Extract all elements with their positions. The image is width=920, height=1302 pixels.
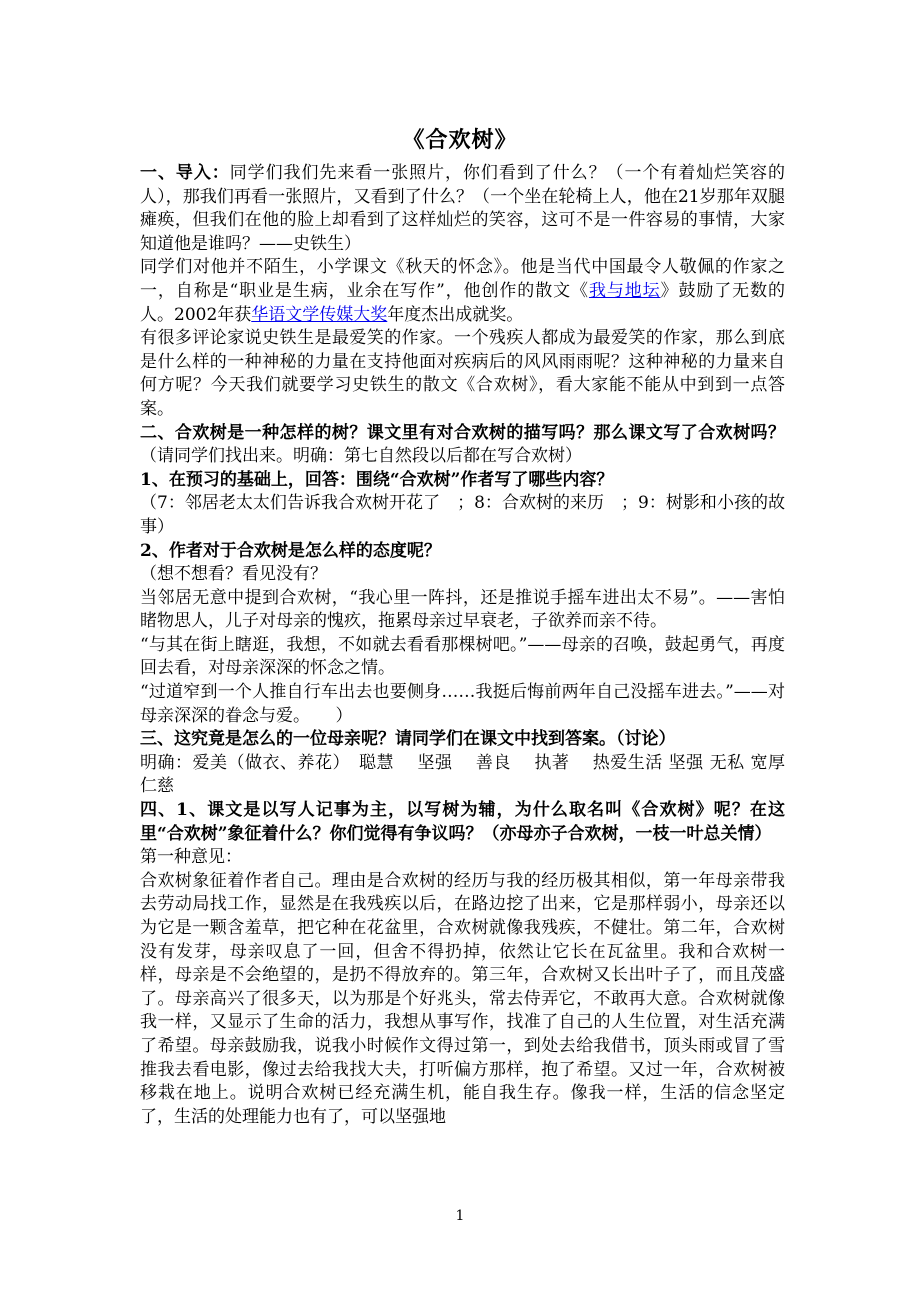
- section3-answer: 明确：爱美（做衣、养花） 聪慧 坚强 善良 执著 热爱生活 坚强 无私 宽厚 仁慈: [140, 752, 785, 797]
- link-huayu-award[interactable]: 华语文学传媒大奖: [251, 304, 388, 325]
- answer-2-line-2: 当邻居无意中提到合欢树，“我心里一阵抖，还是推说手摇车进出太不易”。——害怕睹物思人，儿子对母亲的愧疚，拖累母亲过早衰老，子欲养而亲不待。: [140, 587, 785, 632]
- critics-paragraph: 有很多评论家说史铁生是最爱笑的作家。一个残疾人都成为最爱笑的作家，那么到底是什么样的一种神秘的力量在支持他面对疾病后的风风雨雨呢？这种神秘的力量来自何方呢？今天我们就要学习史铁生的散文《合欢树》，看大家能不能从中到到一点答案。: [140, 328, 785, 419]
- document-title: 《合欢树》: [402, 127, 518, 153]
- author-text-c: 年度杰出成就奖。: [387, 304, 524, 325]
- question-1: 1、在预习的基础上，回答：围绕“合欢树”作者写了哪些内容？: [140, 469, 614, 490]
- intro-text: 同学们我们先来看一张照片，你们看到了什么？（一个有着灿烂笑容的人），那我们再看一张照片，又看到了什么？（一个坐在轮椅上人，他在21岁那年双腿瘫痪，但我们在他的脸上却看到了这样灿烂的笑容，这可不是一件容易的事情，大家知道他是谁吗？——史铁生）: [140, 163, 786, 254]
- answer-2-line-3: “与其在街上瞎逛，我想，不如就去看看那棵树吧。”——母亲的召唤，鼓起勇气，再度回去看，对母亲深深的怀念之情。: [140, 634, 785, 679]
- section4-heading: 四、1、课文是以写人记事为主，以写树为辅，为什么取名叫《合欢树》呢？在这里“合欢树”象征着什么？你们觉得有争议吗？（亦母亦子合欢树，一枝一叶总关情）: [140, 800, 785, 844]
- section2-heading-paragraph: [140, 422, 785, 469]
- author-paragraph: [140, 256, 785, 327]
- opinion-label: 第一种意见：: [140, 847, 242, 868]
- page-number: 1: [455, 1208, 465, 1224]
- author-text-a: 同学们对他并不陌生，小学课文《秋天的怀念》。他是当代中国最令人敬佩的作家之一，自称是“职业是生病，业余在写作”，他创作的散文《: [140, 257, 785, 301]
- section2-note: （请同学们找出来。明确：第七自然段以后都在写合欢树）: [140, 446, 582, 467]
- intro-heading: 一、导入：: [140, 163, 230, 183]
- link-wo-yu-ditan[interactable]: 我与地坛: [588, 280, 661, 301]
- section3-heading: 三、这究竟是怎么的一位母亲呢？请同学们在课文中找到答案。（讨论）: [140, 729, 676, 750]
- intro-paragraph: [140, 162, 785, 256]
- author-text-b: 》鼓励了无数的人。2002年获: [140, 280, 785, 325]
- section2-heading: 二、合欢树是一种怎样的树？课文里有对合欢树的描写吗？那么课文写了合欢树吗？: [140, 422, 785, 443]
- answer-2-line-4: “过道窄到一个人推自行车出去也要侧身……我挺后悔前两年自己没摇车进去。”——对母亲深深的眷念与爱。 ）: [140, 682, 785, 726]
- document-body: [140, 162, 785, 1129]
- opinion-text: 合欢树象征着作者自己。理由是合欢树的经历与我的经历极其相似，第一年母亲带我去劳动局找工作，显然是在我残疾以后，在路边挖了出来，它是那样弱小，母亲还以为它是一颗含羞草，把它种在花盆里，合欢树就像我残疾，不健壮。第二年，合欢树没有发芽，母亲叹息了一回，但舍不得扔掉，依然让它长在瓦盆里。我和合欢树一样，母亲是不会绝望的，是扔不得放弃的。第三年，合欢树又长出叶子了，而且茂盛了。母亲高兴了很多天，以为那是个好兆头，常去侍弄它，不敢再大意。合欢树就像我一样，又显示了生命的活力，我想从事写作，找准了自己的人生位置，对生活充满了希望。母亲鼓励我，说我小时候作文得过第一，到处去给我借书，顶头雨或冒了雪推我去看电影，像过去给我找大夫，打听偏方那样，抱了希望。又过一年，合欢树被移栽在地上。说明合欢树已经充满生机，能自我生存。像我一样，生活的信念坚定了，生活的处理能力也有了，可以坚强地: [140, 870, 785, 1127]
- answer-1: （7：邻居老太太们告诉我合欢树开花了 ；8：合欢树的来历 ；9：树影和小孩的故事）: [140, 493, 785, 537]
- question-2: 2、作者对于合欢树是怎么样的态度呢？: [140, 540, 441, 561]
- answer-2-line-1: （想不想看？看见没有？: [140, 564, 327, 585]
